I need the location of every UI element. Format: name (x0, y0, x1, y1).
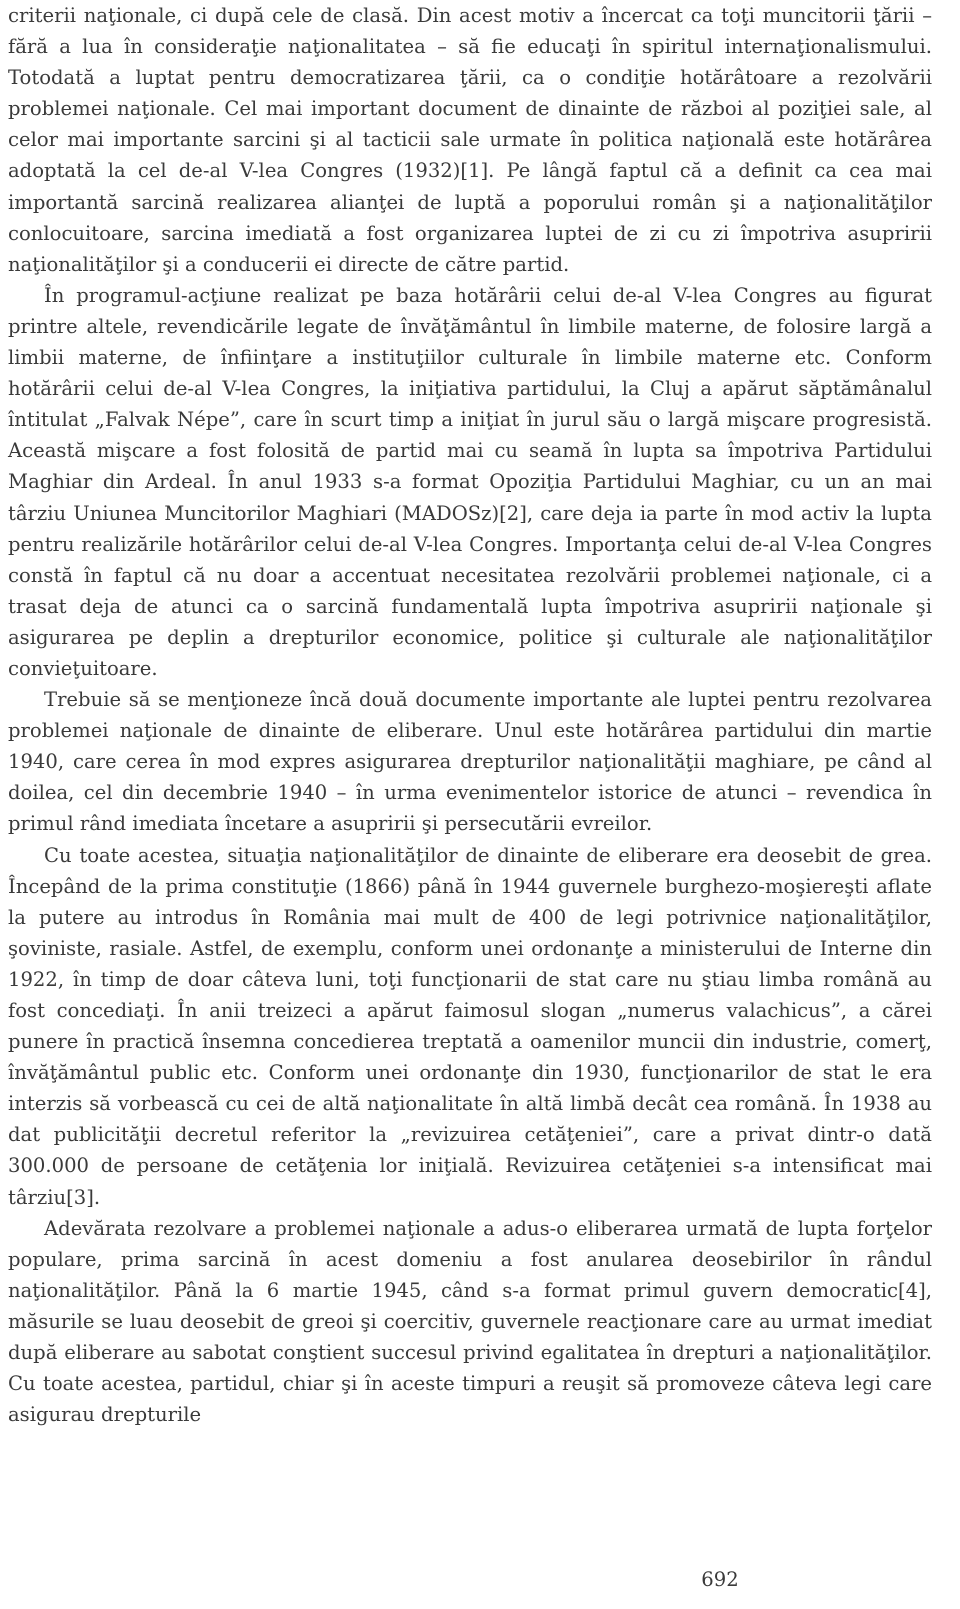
paragraph-2: În programul-acţiune realizat pe baza hotărârii celui de-al V-lea Congres au figurat printre altele, revendicările legate de învăţământul în limbile materne, de folosire largă a limbii materne, de înfiinţare a instituţiilor culturale în limbile materne etc. Conform hotărârii celui de-al V-lea Congres, la iniţiativa partidului, la Cluj a apărut săptămânalul întitulat „Falvak Népe”, care în scurt timp a iniţiat în jurul său o largă mişcare progresistă. Această mişcare a fost folosită de partid mai cu seamă în lupta sa împotriva Partidului Maghiar din Ardeal. În anul 1933 s-a format Opoziţia Partidului Maghiar, cu un an mai târziu Uniunea Muncitorilor Maghiari (MADOSz)[2], care deja ia parte în mod activ la lupta pentru realizările hotărârilor celui de-al V-lea Congres. Importanţa celui de-al V-lea Congres constă în faptul că nu doar a accentuat necesitatea rezolvării problemei naţionale, ci a trasat deja de atunci ca o sarcină fundamentală lupta împotriva asupririi naţionale şi asigurarea pe deplin a drepturilor economice, politice şi culturale ale naţionalităţilor convieţuitoare. (8, 283, 932, 680)
paragraph-3: Trebuie să se menţioneze încă două documente importante ale luptei pentru rezolvarea problemei naţionale de dinainte de eliberare. Unul este hotărârea partidului din martie 1940, care cerea în mod expres asigurarea drepturilor naţionalităţii maghiare, pe când al doilea, cel din decembrie 1940 – în urma evenimentelor istorice de atunci – revendica în primul rând imediata încetare a asupririi şi persecutării evreilor. (8, 688, 932, 836)
paragraph-1: criterii naţionale, ci după cele de clasă. Din acest motiv a încercat ca toţi muncitorii ţării – fără a lua în consideraţie naţionalitatea – să fie educaţi în spiritul internaţionalismului. Totodată a luptat pentru democratizarea ţării, ca o condiţie hotărâtoare a rezolvării problemei naţionale. Cel mai important document de dinainte de război al poziţiei sale, al celor mai importante sarcini şi al tacticii sale urmate în politica naţională este hotărârea adoptată la cel de-al V-lea Congres (1932)[1]. Pe lângă faptul că a definit ca cea mai importantă sarcină realizarea alianţei de luptă a poporului român şi a naţionalităţilor conlocuitoare, sarcina imediată a fost organizarea luptei de zi cu zi împotriva asupririi naţionalităţilor şi a conducerii ei directe de către partid. (8, 4, 932, 276)
paragraph-4: Cu toate acestea, situaţia naţionalităţilor de dinainte de eliberare era deosebit de grea. Începând de la prima constituţie (1866) până în 1944 guvernele burghezo-moşiereşti aflate la putere au introdus în România mai mult de 400 de legi potrivnice naţionalităţilor, şoviniste, rasiale. Astfel, de exemplu, conform unei ordonanţe a ministerului de Interne din 1922, în timp de doar câteva luni, toţi funcţionarii de stat care nu ştiau limba română au fost concediaţi. În anii treizeci a apărut faimosul slogan „numerus valachicus”, a cărei punere în practică însemna concedierea treptată a oamenilor muncii din industrie, comerţ, învăţământul public etc. Conform unei ordonanţe din 1930, funcţionarilor de stat le era interzis să vorbească cu cei de altă naţionalitate în altă limbă decât cea română. În 1938 au dat publicităţii decretul referitor la „revizuirea cetăţeniei”, care a privat dintr-o dată 300.000 de persoane de cetăţenia lor iniţială. Revizuirea cetăţeniei s-a intensificat mai târziu[3]. (8, 843, 932, 1209)
paragraph-5: Adevărata rezolvare a problemei naţionale a adus-o eliberarea urmată de lupta forţelor populare, prima sarcină în acest domeniu a fost anularea deosebirilor în rândul naţionalităţilor. Până la 6 martie 1945, când s-a format primul guvern democratic[4], măsurile se luau deosebit de greoi şi coercitiv, guvernele reacţionare care au urmat imediat după eliberare au sabotat conştient succesul privind egalitatea în drepturi a naţionalităţilor. Cu toate acestea, partidul, chiar şi în aceste timpuri a reuşit să promoveze câteva legi care asigurau drepturile (8, 1216, 932, 1427)
page-number: 692 (701, 1568, 739, 1591)
page-body (8, 0, 932, 1430)
